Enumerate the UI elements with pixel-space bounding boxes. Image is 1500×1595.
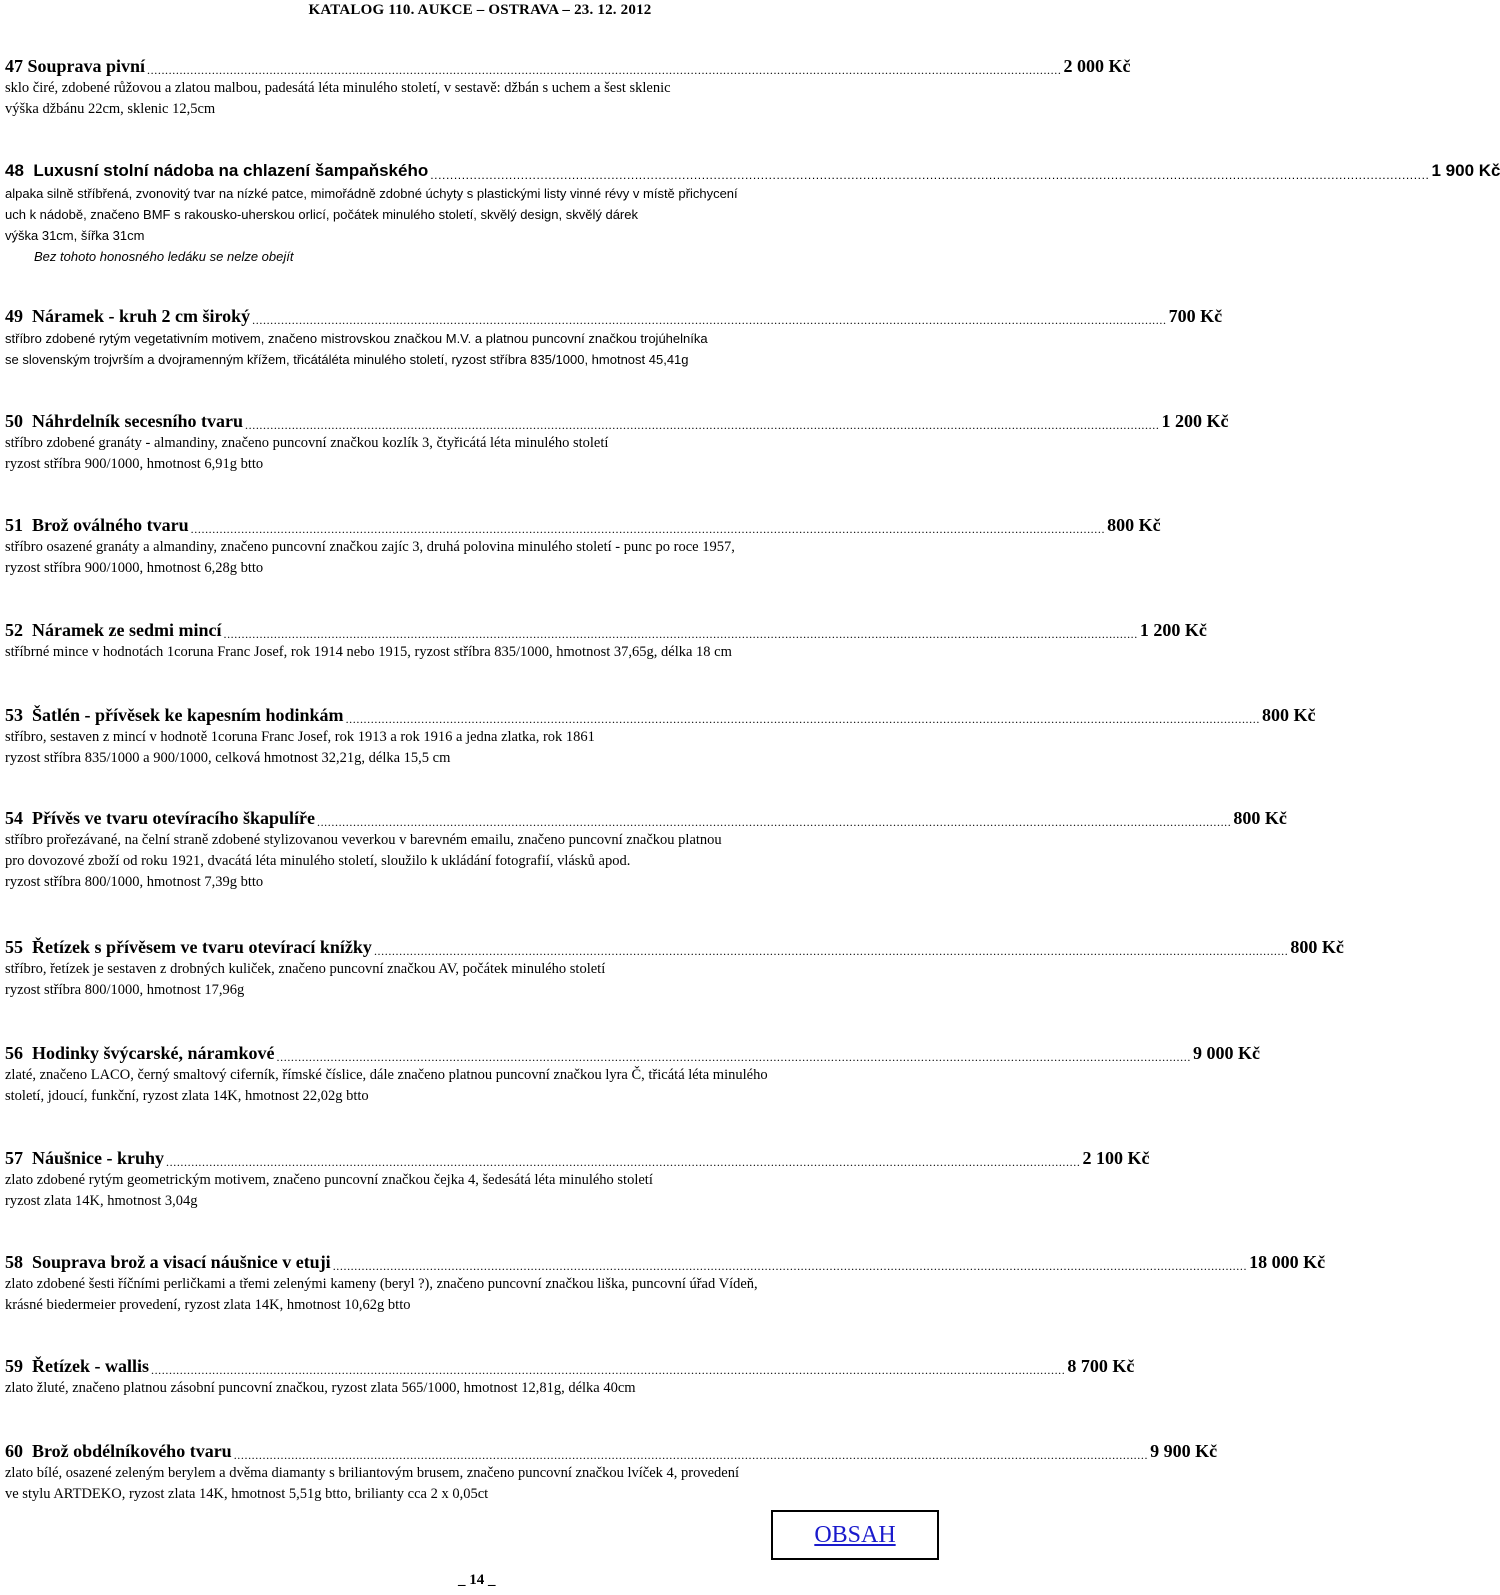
description-line: ryzost stříbra 900/1000, hmotnost 6,28g btto — [5, 560, 264, 576]
item-number: 48 — [5, 161, 24, 180]
catalog-item — [5, 513, 1161, 579]
description-line: ryzost stříbra 900/1000, hmotnost 6,91g btto — [5, 456, 264, 472]
leader-dots: .............................................................................................................................................................................................................................................................. — [190, 522, 1106, 536]
page-header: KATALOG 110. AUKCE – OSTRAVA – 23. 12. 2012 — [308, 2, 652, 18]
description-line: století, jdoucí, funkční, ryzost zlata 14K, hmotnost 22,02g btto — [5, 1088, 369, 1104]
item-title-row — [5, 513, 1161, 537]
item-number: 47 — [5, 56, 23, 76]
leader-dots: .............................................................................................................................................................................................................................................................. — [430, 168, 1430, 182]
leader-dots: .............................................................................................................................................................................................................................................................. — [147, 63, 1062, 77]
item-name: Řetízek - wallis — [32, 1356, 149, 1376]
item-name: Náramek - kruh 2 cm široký — [32, 306, 251, 326]
item-title-row — [5, 304, 1223, 328]
catalog-item — [5, 159, 1500, 267]
description-line: stříbrné mince v hodnotách 1coruna Franc Josef, rok 1914 nebo 1915, ryzost stříbra 835/1000, hmotnost 37,65g, délka 18 cm — [5, 644, 732, 660]
description-line: alpaka silně stříbřená, zvonovitý tvar na nízké patce, mimořádně zdobné úchyty s plastickými listy vinné révy v místě přichycení — [5, 186, 738, 201]
item-name: Náramek ze sedmi mincí — [32, 620, 222, 640]
item-number: 59 — [5, 1356, 23, 1376]
item-title — [5, 806, 315, 830]
description-line: stříbro, řetízek je sestaven z drobných kuliček, značeno puncovní značkou AV, počátek minulého století — [5, 961, 606, 977]
item-name: Náhrdelník secesního tvaru — [32, 411, 244, 431]
catalog-item — [5, 935, 1344, 1001]
leader-dots: .............................................................................................................................................................................................................................................................. — [345, 712, 1260, 726]
item-price: 8 700 Kč — [1067, 1356, 1135, 1376]
description-line: stříbro osazené granáty a almandiny, značeno puncovní značkou zajíc 3, druhá polovina minulého století - punc po roce 1957, — [5, 539, 735, 555]
description-line: stříbro, sestaven z mincí v hodnotě 1coruna Franc Josef, rok 1913 a rok 1916 a jedna zlatka, rok 1861 — [5, 729, 595, 745]
item-title — [5, 1250, 331, 1274]
item-description — [5, 727, 943, 769]
item-price: 2 000 Kč — [1063, 56, 1131, 76]
item-title-row — [5, 1439, 1218, 1463]
item-title-row — [5, 54, 1131, 78]
item-description — [5, 328, 943, 370]
item-name: Brož oválného tvaru — [32, 515, 189, 535]
item-title — [5, 1041, 275, 1065]
item-price: 1 200 Kč — [1161, 411, 1229, 431]
description-line: ryzost stříbra 800/1000, hmotnost 17,96g — [5, 982, 245, 998]
page-number: _ 14 _ — [458, 1572, 496, 1588]
leader-dots: .............................................................................................................................................................................................................................................................. — [150, 1363, 1066, 1377]
item-title — [5, 54, 145, 78]
description-line: ryzost stříbra 800/1000, hmotnost 7,39g btto — [5, 874, 264, 890]
catalog-item — [5, 1250, 1326, 1316]
catalog-item — [5, 1041, 1260, 1107]
item-description — [5, 1170, 943, 1212]
item-title — [5, 1146, 164, 1170]
item-title-row — [5, 1041, 1260, 1065]
item-price: 800 Kč — [1107, 515, 1161, 535]
item-name: Hodinky švýcarské, náramkové — [32, 1043, 275, 1063]
item-description — [5, 1463, 943, 1505]
description-line: krásné biedermeier provedení, ryzost zlata 14K, hmotnost 10,62g btto — [5, 1297, 411, 1313]
catalog-item — [5, 304, 1223, 370]
catalog-item — [5, 1439, 1218, 1505]
item-name: Přívěs ve tvaru otevíracího škapulíře — [32, 808, 315, 828]
item-description — [5, 830, 943, 893]
catalog-item — [5, 806, 1287, 893]
item-title-row — [5, 703, 1316, 727]
description-line: stříbro prořezávané, na čelní straně zdobené stylizovanou veverkou v barevném emailu, značeno puncovní značkou platnou — [5, 832, 722, 848]
item-name: Náušnice - kruhy — [32, 1148, 165, 1168]
leader-dots: .............................................................................................................................................................................................................................................................. — [316, 815, 1232, 829]
description-line: zlato zdobené šesti říčními perličkami a třemi zelenými kameny (beryl ?), značeno puncovní značkou liška, puncovní úřad Vídeň, — [5, 1276, 758, 1292]
item-number: 50 — [5, 411, 23, 431]
item-price: 800 Kč — [1261, 705, 1316, 725]
item-title-row — [5, 409, 1229, 433]
item-price: 9 000 Kč — [1192, 1043, 1260, 1063]
leader-dots: .............................................................................................................................................................................................................................................................. — [373, 944, 1289, 958]
catalog-item — [5, 703, 1316, 769]
description-line: zlaté, značeno LACO, černý smaltový ciferník, římské číslice, dále značeno platnou puncovní značkou lyra Č, třicátá léta minulého — [5, 1067, 768, 1083]
item-description — [5, 537, 943, 579]
leader-dots: .............................................................................................................................................................................................................................................................. — [276, 1050, 1191, 1064]
item-number: 49 — [5, 306, 23, 326]
item-title-row — [5, 159, 1500, 183]
leader-dots: .............................................................................................................................................................................................................................................................. — [332, 1259, 1248, 1273]
item-description — [5, 78, 943, 120]
item-title-row — [5, 1250, 1326, 1274]
description-line: zlato žluté, značeno platnou zásobní puncovní značkou, ryzost zlata 565/1000, hmotnost 12,81g, délka 40cm — [5, 1380, 636, 1396]
item-title — [5, 159, 428, 183]
catalog-item — [5, 618, 1207, 663]
item-title-row — [5, 1354, 1135, 1378]
item-name: Šatlén - přívěsek ke kapesním hodinkám — [32, 705, 344, 725]
item-title-row — [5, 935, 1344, 959]
description-line: sklo čiré, zdobené růžovou a zlatou malbou, padesátá léta minulého století, v sestavě: džbán s uchem a šest sklenic — [5, 80, 671, 96]
item-number: 51 — [5, 515, 23, 535]
item-title — [5, 935, 372, 959]
catalog-item — [5, 409, 1229, 475]
item-number: 56 — [5, 1043, 23, 1063]
item-description — [5, 433, 943, 475]
item-description — [5, 1378, 943, 1399]
item-title-row — [5, 806, 1287, 830]
catalog-item — [5, 54, 1131, 120]
description-line: uch k nádobě, značeno BMF s rakousko-uherskou orlicí, počátek minulého století, skvělý design, skvělý dárek — [5, 207, 638, 222]
leader-dots: .............................................................................................................................................................................................................................................................. — [233, 1448, 1149, 1462]
item-number: 57 — [5, 1148, 23, 1168]
item-number: 58 — [5, 1252, 23, 1272]
item-number: 60 — [5, 1441, 23, 1461]
description-line: ryzost stříbra 835/1000 a 900/1000, celková hmotnost 32,21g, délka 15,5 cm — [5, 750, 451, 766]
description-line: výška 31cm, šířka 31cm — [5, 228, 145, 243]
obsah-link-button[interactable]: OBSAH — [771, 1510, 939, 1560]
item-title-row — [5, 618, 1207, 642]
item-name: Brož obdélníkového tvaru — [32, 1441, 232, 1461]
item-title — [5, 513, 189, 537]
item-price: 9 900 Kč — [1150, 1441, 1218, 1461]
item-number: 52 — [5, 620, 23, 640]
item-name: Souprava brož a visací náušnice v etuji — [32, 1252, 331, 1272]
item-title — [5, 703, 344, 727]
description-line: stříbro zdobené rytým vegetativním motivem, značeno mistrovskou značkou M.V. a platnou puncovní značkou trojúhelníka — [5, 331, 708, 346]
leader-dots: .............................................................................................................................................................................................................................................................. — [166, 1155, 1081, 1169]
description-line: ryzost zlata 14K, hmotnost 3,04g — [5, 1193, 198, 1209]
catalog-item — [5, 1354, 1135, 1399]
item-title — [5, 618, 221, 642]
item-description — [5, 183, 943, 267]
item-number: 55 — [5, 937, 23, 957]
description-line: zlato bílé, osazené zeleným berylem a dvěma diamanty s briliantovým brusem, značeno puncovní značkou lvíček 4, provedení — [5, 1465, 740, 1481]
catalog-item — [5, 1146, 1150, 1212]
item-name: Řetízek s přívěsem ve tvaru otevírací knížky — [32, 937, 372, 957]
item-description — [5, 1065, 943, 1107]
description-line: ve stylu ARTDEKO, ryzost zlata 14K, hmotnost 5,51g btto, brilianty cca 2 x 0,05ct — [5, 1486, 489, 1502]
item-title — [5, 409, 243, 433]
item-number: 53 — [5, 705, 23, 725]
description-line: zlato zdobené rytým geometrickým motivem, značeno puncovní značkou čejka 4, šedesátá léta minulého století — [5, 1172, 653, 1188]
item-title — [5, 1354, 149, 1378]
item-price: 800 Kč — [1290, 937, 1344, 957]
description-line: pro dovozové zboží od roku 1921, dvacátá léta minulého století, sloužilo k ukládání fotografií, vlásků apod. — [5, 853, 631, 869]
item-number: 54 — [5, 808, 23, 828]
item-description — [5, 1274, 943, 1316]
leader-dots: .............................................................................................................................................................................................................................................................. — [245, 418, 1160, 432]
item-title — [5, 304, 250, 328]
leader-dots: .............................................................................................................................................................................................................................................................. — [223, 627, 1138, 641]
item-name: Luxusní stolní nádoba na chlazení šampaňského — [33, 161, 429, 180]
item-price: 1 900 Kč — [1431, 161, 1500, 180]
item-note: Bez tohoto honosného ledáku se nelze obejít — [34, 249, 294, 264]
item-description — [5, 642, 943, 663]
item-title-row — [5, 1146, 1150, 1170]
item-price: 18 000 Kč — [1249, 1252, 1326, 1272]
item-price: 1 200 Kč — [1139, 620, 1207, 640]
item-description — [5, 959, 943, 1001]
item-price: 2 100 Kč — [1082, 1148, 1150, 1168]
description-line: stříbro zdobené granáty - almandiny, značeno puncovní značkou kozlík 3, čtyřicátá léta minulého století — [5, 435, 609, 451]
leader-dots: .............................................................................................................................................................................................................................................................. — [252, 313, 1167, 327]
item-price: 800 Kč — [1233, 808, 1287, 828]
item-price: 700 Kč — [1168, 306, 1223, 326]
item-title — [5, 1439, 232, 1463]
item-name: Souprava pivní — [27, 56, 146, 76]
description-line: výška džbánu 22cm, sklenic 12,5cm — [5, 101, 216, 117]
description-line: se slovenským trojvrším a dvojramenným křížem, třicátáléta minulého století, ryzost stříbra 835/1000, hmotnost 45,41g — [5, 352, 689, 367]
